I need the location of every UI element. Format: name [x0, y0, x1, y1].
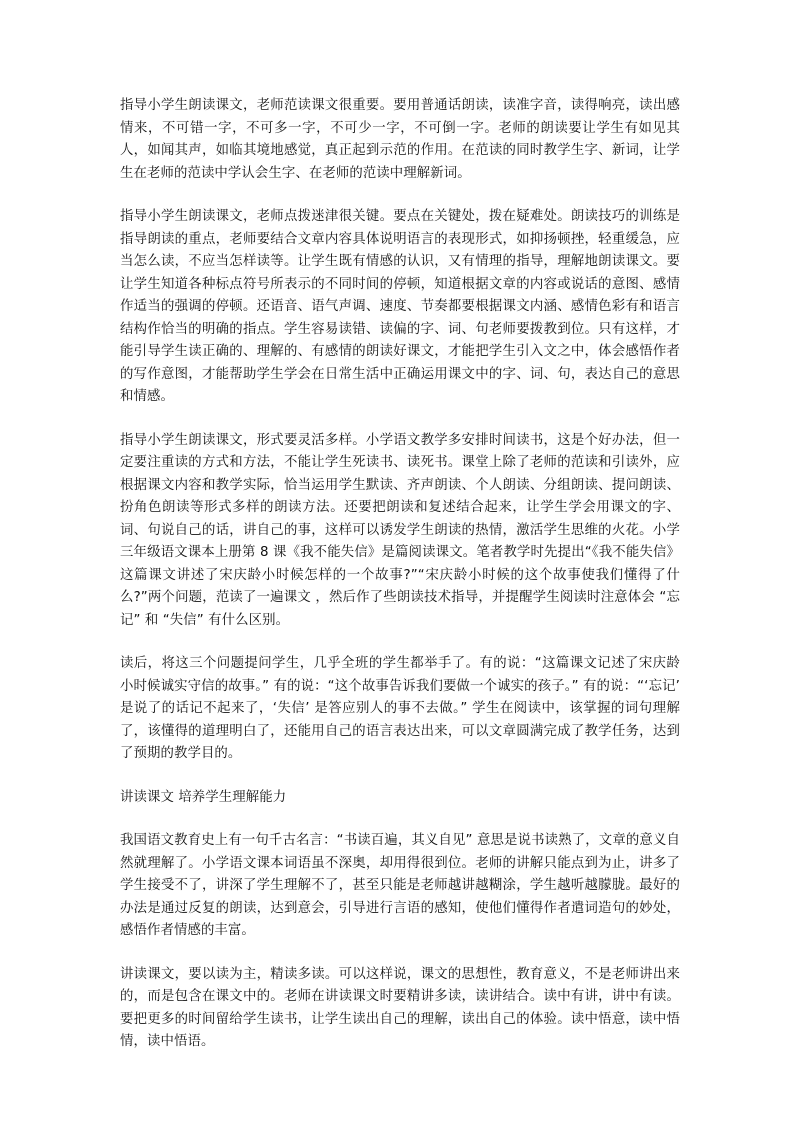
paragraph-flexible-forms: 指导小学生朗读课文，形式要灵活多样。小学语文教学多安排时间读书，这是个好办法，但一定要注重读的方式和方法，不能让学生死读书、读死书。课堂上除了老师的范读和引读外，应根据课文内容和教学实际，恰当运用学生默读、齐声朗读、个人朗读、分组朗读、提问朗读、扮角色朗读等形式多样的朗读方法。还要把朗读和复述结合起来，让学生学会用课文的字、词、句说自己的话，讲自己的事，这样可以诱发学生朗读的热情，激活学生思维的火花。小学三年级语文课本上册第 8 课《我不能失信》是篇阅读课文。笔者教学时先提出“《我不能失信》这篇课文讲述了宋庆龄小时候怎样的一个故事?”“宋庆龄小时候的这个故事使我们懂得了什么?”两个问题，范读了一遍课文 ，然后作了些朗读技术指导，并提醒学生阅读时注意体会 “忘记” 和 “失信” 有什么区别。	[120, 432, 680, 628]
paragraph-reading-focus: 讲读课文，要以读为主，精读多读。可以这样说，课文的思想性，教育意义，不是老师讲出来的，而是包含在课文中的。老师在讲读课文时要精讲多读，读讲结合。读中有讲，讲中有读。要把更多的时间留给学生读书，让学生读出自己的理解，读出自己的体验。读中悟意，读中悟情，读中悟语。	[120, 966, 680, 1049]
paragraph-famous-saying: 我国语文教育史上有一句千古名言：“书读百遍，其义自见” 意思是说书读熟了，文章的意义自然就理解了。小学语文课本词语虽不深奥，却用得很到位。老师的讲解只能点到为止，讲多了学生接受不了，讲深了学生理解不了，甚至只能是老师越讲越糊涂，学生越听越朦胧。最好的办法是通过反复的朗读，达到意会，引导进行言语的感知，使他们懂得作者遣词造句的妙处，感悟作者情感的丰富。	[120, 833, 680, 938]
document-body	[120, 95, 680, 1075]
paragraph-model-reading: 指导小学生朗读课文，老师范读课文很重要。要用普通话朗读，读准字音，读得响亮，读出感情来，不可错一字，不可多一字，不可少一字，不可倒一字。老师的朗读要让学生有如见其人，如闻其声，如临其境地感觉，真正起到示范的作用。在范读的同时教学生字、新词，让学生在老师的范读中学认会生字、在老师的范读中理解新词。	[120, 98, 680, 181]
section-heading: 讲读课文 培养学生理解能力	[120, 789, 287, 805]
paragraph-after-reading: 读后，将这三个问题提问学生，几乎全班的学生都举手了。有的说：“这篇课文记述了宋庆龄小时候诚实守信的故事。” 有的说：“这个故事告诉我们要做一个诚实的孩子。” 有的说：“‘忘记’ 是说了的话记不起来了，‘失信’ 是答应别人的事不去做。” 学生在阅读中，该掌握的词句理解了，该懂得的道理明白了，还能用自己的语言表达出来，可以文章圆满完成了教学任务，达到了预期的教学目的。	[120, 656, 680, 761]
paragraph-guidance: 指导小学生朗读课文，老师点拨迷津很关键。要点在关键处，拨在疑难处。朗读技巧的训练是指导朗读的重点，老师要结合文章内容具体说明语言的表现形式，如抑扬顿挫，轻重缓急，应当怎么读，不应当怎样读等。让学生既有情感的认识，又有情理的指导，理解地朗读课文。要让学生知道各种标点符号所表示的不同时间的停顿，知道根据文章的内容或说话的意图、感情作适当的强调的停顿。还语音、语气声调、速度、节奏都要根据课文内涵、感情色彩有和语言结构作恰当的明确的指点。学生容易读错、读偏的字、词、句老师要拨教到位。只有这样，才能引导学生读正确的、理解的、有感情的朗读好课文，才能把学生引入文之中，体会感悟作者的写作意图，才能帮助学生学会在日常生活中正确运用课文中的字、词、句，表达自己的意思和情感。	[120, 209, 680, 404]
